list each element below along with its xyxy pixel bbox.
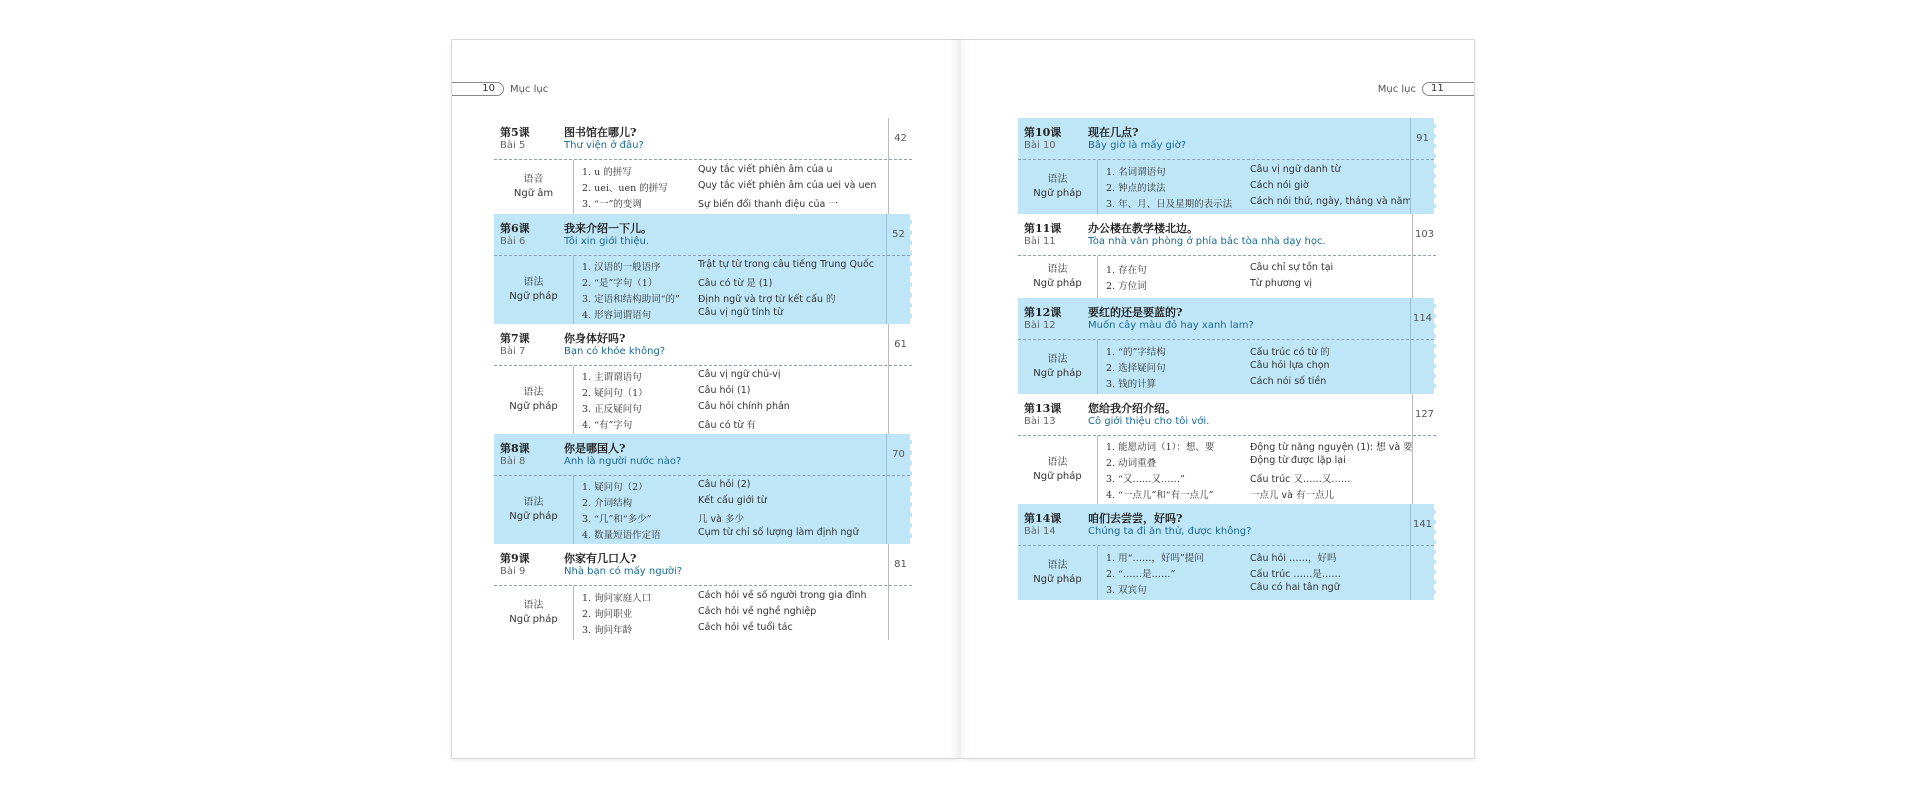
- grammar-item-cn: 4. “有”字句: [582, 420, 633, 431]
- lesson-content: [494, 586, 912, 640]
- lesson-header: [1018, 118, 1434, 160]
- lesson-page-number: 141: [1410, 504, 1434, 546]
- grammar-item: [1106, 549, 1406, 565]
- lesson-number-vn: Bài 7: [500, 346, 526, 357]
- grammar-item-cn: 2. 选择疑问句: [1106, 363, 1166, 374]
- lesson-number-vn: Bài 5: [500, 140, 526, 151]
- lesson-page-number: 127: [1412, 394, 1436, 436]
- grammar-item-cn: 4. “一点儿”和“有一点儿”: [1106, 490, 1214, 501]
- grammar-item-vn: Kết cấu giới từ: [698, 495, 767, 506]
- grammar-item: [1106, 179, 1406, 195]
- lesson-title-vn: Cô giới thiệu cho tôi với.: [1088, 416, 1210, 427]
- lesson-title: 我来介绍一下儿。: [564, 222, 652, 235]
- grammar-item: [582, 368, 884, 384]
- section-label: [1018, 436, 1098, 504]
- grammar-item-cn: 4. 形容词谓语句: [582, 310, 652, 321]
- grammar-item-vn: Câu hỏi ……，好吗: [1250, 553, 1337, 564]
- lesson-title-vn: Anh là người nước nào?: [564, 456, 682, 467]
- page-column: [1412, 256, 1436, 298]
- grammar-item: [582, 274, 882, 290]
- section-label-vn: Ngữ pháp: [1033, 574, 1082, 585]
- grammar-item: [582, 589, 884, 605]
- grammar-item: [582, 416, 884, 432]
- lesson-number: 第7课: [500, 332, 530, 345]
- grammar-item-vn: Câu vị ngữ danh từ: [1250, 164, 1341, 175]
- grammar-item-cn: 1. 存在句: [1106, 265, 1147, 276]
- grammar-item: [582, 384, 884, 400]
- grammar-item: [1106, 359, 1406, 375]
- grammar-item-cn: 3. “一”的变调: [582, 199, 642, 210]
- section-label: [494, 366, 574, 434]
- grammar-item: [582, 510, 882, 526]
- grammar-list: [1106, 343, 1406, 391]
- grammar-list: [582, 368, 884, 432]
- grammar-item-vn: Cấu trúc 又……又……: [1250, 474, 1351, 485]
- grammar-item: [1106, 195, 1412, 211]
- lesson-page-number: 114: [1410, 298, 1434, 340]
- grammar-item-vn: Câu hỏi lựa chọn: [1250, 360, 1330, 371]
- grammar-list: [582, 478, 882, 542]
- grammar-item-vn: Cách hỏi về số người trong gia đình: [698, 590, 867, 601]
- page-column: [1410, 546, 1434, 600]
- lesson-number: 第9课: [500, 552, 530, 565]
- grammar-item: [582, 400, 884, 416]
- lesson-title: 要红的还是要蓝的?: [1088, 306, 1183, 319]
- grammar-item-cn: 1. 汉语的一般语序: [582, 262, 661, 273]
- grammar-item-vn: Quy tắc viết phiên âm của u: [698, 164, 833, 175]
- grammar-item-vn: Cách hỏi về nghề nghiệp: [698, 606, 817, 617]
- grammar-item: [1106, 565, 1406, 581]
- lesson-content: [494, 256, 910, 324]
- section-label-vn: Ngữ pháp: [1033, 368, 1082, 379]
- lesson-number: 第13课: [1024, 402, 1062, 415]
- section-label-cn: 语法: [523, 277, 544, 288]
- grammar-item: [582, 306, 882, 322]
- lesson-entry: [1018, 214, 1436, 298]
- left-page: [451, 39, 961, 759]
- section-label: [494, 586, 574, 640]
- lesson-page-number: 91: [1410, 118, 1434, 160]
- lesson-title-vn: Bạn có khỏe không?: [564, 346, 666, 357]
- grammar-item-cn: 1. 询问家庭人口: [582, 593, 652, 604]
- section-label-cn: 语法: [1047, 174, 1068, 185]
- grammar-item: [582, 195, 884, 211]
- grammar-item-cn: 2. uei、uen 的拼写: [582, 183, 668, 194]
- grammar-item: [582, 478, 882, 494]
- grammar-item-cn: 1. “的”字结构: [1106, 347, 1166, 358]
- grammar-item-vn: Từ phương vị: [1250, 278, 1313, 289]
- grammar-item-vn: Cách nói thứ, ngày, tháng và năm: [1250, 196, 1412, 207]
- lesson-number: 第12课: [1024, 306, 1062, 319]
- grammar-item: [582, 526, 882, 542]
- grammar-item-vn: Câu có hai tân ngữ: [1250, 582, 1340, 593]
- grammar-item: [582, 494, 882, 510]
- grammar-item-vn: Cấu trúc có từ 的: [1250, 347, 1330, 358]
- grammar-item-vn: Cụm từ chỉ số lượng làm định ngữ: [698, 527, 859, 538]
- lesson-number: 第11课: [1024, 222, 1062, 235]
- grammar-item-cn: 2. 疑问句（1）: [582, 388, 648, 399]
- section-label-cn: 语法: [1047, 354, 1068, 365]
- lesson-title-vn: Bây giờ là mấy giờ?: [1088, 140, 1187, 151]
- grammar-list: [582, 163, 884, 211]
- grammar-item-vn: Câu có từ 是 (1): [698, 278, 773, 289]
- grammar-item-cn: 3. 定语和结构助词“的”: [582, 294, 680, 305]
- lesson-entry: [1018, 298, 1436, 394]
- grammar-item: [582, 179, 884, 195]
- grammar-item-cn: 2. 介词结构: [582, 498, 633, 509]
- section-label-vn: Ngữ pháp: [509, 511, 558, 522]
- section-label-vn: Ngữ pháp: [1033, 188, 1082, 199]
- lesson-number-vn: Bài 14: [1024, 526, 1056, 537]
- grammar-item-cn: 2. 方位词: [1106, 281, 1147, 292]
- section-label: [1018, 256, 1098, 298]
- lesson-number-vn: Bài 11: [1024, 236, 1056, 247]
- lesson-page-number: 81: [888, 544, 912, 586]
- lesson-page-number: 52: [886, 214, 910, 256]
- grammar-item-vn: Câu hỏi (2): [698, 479, 751, 490]
- grammar-item: [582, 163, 884, 179]
- grammar-item: [1106, 375, 1406, 391]
- grammar-item-cn: 2. “是”字句（1）: [582, 278, 658, 289]
- lesson-entry: [1018, 394, 1436, 504]
- lesson-page-number: 103: [1412, 214, 1436, 256]
- grammar-item-vn: Câu hỏi chính phản: [698, 401, 790, 412]
- grammar-item-vn: Câu chỉ sự tồn tại: [1250, 262, 1334, 273]
- lesson-number-vn: Bài 12: [1024, 320, 1056, 331]
- lesson-title: 你身体好吗?: [564, 332, 626, 345]
- section-label-vn: Ngữ âm: [513, 188, 554, 199]
- page-column: [886, 476, 910, 544]
- lesson-number-vn: Bài 6: [500, 236, 526, 247]
- grammar-item-vn: 几 và 多少: [698, 514, 744, 525]
- grammar-item: [582, 258, 882, 274]
- section-label-cn: 语法: [1047, 264, 1068, 275]
- lesson-number-vn: Bài 8: [500, 456, 526, 467]
- lesson-content: [494, 366, 912, 434]
- lesson-number-vn: Bài 13: [1024, 416, 1056, 427]
- grammar-list: [1106, 549, 1406, 597]
- grammar-item-cn: 1. u 的拼写: [582, 167, 632, 178]
- lesson-content: [494, 160, 912, 214]
- running-header-left: [452, 82, 548, 96]
- book-spread: [451, 39, 1475, 759]
- grammar-item-vn: Câu hỏi (1): [698, 385, 751, 396]
- grammar-item-vn: Sự biến đổi thanh điệu của 一: [698, 199, 838, 210]
- lesson-header: [494, 324, 912, 366]
- grammar-item: [1106, 454, 1408, 470]
- lesson-header: [1018, 504, 1434, 546]
- lesson-entry: [494, 434, 912, 544]
- grammar-item-vn: Động từ năng nguyện (1): 想 và 要: [1250, 442, 1413, 453]
- grammar-item-vn: Cách nói số tiền: [1250, 376, 1327, 387]
- grammar-item-vn: Định ngữ và trợ từ kết cấu 的: [698, 294, 836, 305]
- grammar-item: [582, 605, 884, 621]
- page-column: [888, 366, 912, 434]
- lesson-content: [1018, 546, 1434, 600]
- toc-list-right: [1018, 118, 1436, 600]
- lesson-page-number: 61: [888, 324, 912, 366]
- grammar-item-cn: 3. 年、月、日及星期的表示法: [1106, 199, 1233, 210]
- section-label: [1018, 340, 1098, 394]
- grammar-item-vn: Câu vị ngữ chủ-vị: [698, 369, 781, 380]
- section-label-cn: 语法: [1047, 560, 1068, 571]
- lesson-header: [494, 214, 910, 256]
- grammar-item-cn: 2. “……是……”: [1106, 569, 1176, 580]
- lesson-entry: [494, 118, 912, 214]
- lesson-entry: [494, 214, 912, 324]
- page-column: [1410, 160, 1434, 214]
- page-number: 10: [452, 82, 504, 96]
- section-label-vn: Ngữ pháp: [1033, 471, 1082, 482]
- grammar-item-cn: 1. 用“……，好吗”提问: [1106, 553, 1204, 564]
- lesson-number-vn: Bài 9: [500, 566, 526, 577]
- section-label: [494, 476, 574, 544]
- section-label: [494, 160, 574, 214]
- lesson-title-vn: Nhà bạn có mấy người?: [564, 566, 683, 577]
- lesson-content: [1018, 160, 1434, 214]
- lesson-number: 第5课: [500, 126, 530, 139]
- lesson-title: 你家有几口人?: [564, 552, 637, 565]
- lesson-title-vn: Chúng ta đi ăn thử, được không?: [1088, 526, 1252, 537]
- lesson-content: [494, 476, 910, 544]
- grammar-item-cn: 2. 动词重叠: [1106, 458, 1157, 469]
- grammar-item: [1106, 163, 1406, 179]
- grammar-item: [1106, 343, 1406, 359]
- grammar-item-vn: Quy tắc viết phiên âm của uei và uen: [698, 180, 877, 191]
- grammar-item: [1106, 470, 1408, 486]
- grammar-item-cn: 3. 询问年龄: [582, 625, 633, 636]
- section-label: [494, 256, 574, 324]
- grammar-list: [1106, 163, 1412, 211]
- lesson-header: [1018, 298, 1434, 340]
- page-column: [1412, 436, 1436, 504]
- grammar-item-vn: Cách nói giờ: [1250, 180, 1309, 191]
- grammar-item-vn: 一点儿 và 有一点儿: [1250, 490, 1334, 501]
- grammar-item-cn: 2. 钟点的读法: [1106, 183, 1166, 194]
- grammar-item-cn: 3. 正反疑问句: [582, 404, 642, 415]
- page-number: 11: [1422, 82, 1474, 96]
- grammar-item-cn: 1. 疑问句（2）: [582, 482, 648, 493]
- grammar-item-cn: 3. “又……又……”: [1106, 474, 1185, 485]
- toc-list-left: [494, 118, 912, 640]
- grammar-item-cn: 4. 数量短语作定语: [582, 530, 661, 541]
- lesson-header: [494, 544, 912, 586]
- page-column: [886, 256, 910, 324]
- grammar-item-cn: 1. 能愿动词（1）：想、要: [1106, 442, 1215, 453]
- lesson-number: 第14课: [1024, 512, 1062, 525]
- lesson-number: 第6课: [500, 222, 530, 235]
- lesson-header: [494, 434, 910, 476]
- lesson-title: 你是哪国人?: [564, 442, 626, 455]
- lesson-number: 第8课: [500, 442, 530, 455]
- section-label-cn: 语法: [523, 600, 544, 611]
- lesson-title-vn: Muốn cây màu đỏ hay xanh lam?: [1088, 320, 1254, 331]
- lesson-title-vn: Thư viện ở đâu?: [564, 140, 644, 151]
- section-label: [1018, 160, 1098, 214]
- page-column: [888, 586, 912, 640]
- lesson-header: [494, 118, 912, 160]
- grammar-item-vn: Câu có từ 有: [698, 420, 756, 431]
- grammar-item-cn: 3. 双宾句: [1106, 585, 1147, 596]
- lesson-header: [1018, 394, 1436, 436]
- page-column: [1410, 340, 1434, 394]
- grammar-list: [1106, 438, 1413, 502]
- grammar-item-cn: 3. “几”和“多少”: [582, 514, 652, 525]
- section-label-vn: Ngữ pháp: [509, 291, 558, 302]
- lesson-entry: [1018, 504, 1436, 600]
- lesson-title-vn: Tòa nhà văn phòng ở phía bắc tòa nhà dạy học.: [1088, 236, 1326, 247]
- lesson-number: 第10课: [1024, 126, 1062, 139]
- book-gutter: [949, 39, 973, 759]
- running-header-right: [1378, 82, 1474, 96]
- lesson-number-vn: Bài 10: [1024, 140, 1056, 151]
- lesson-entry: [494, 544, 912, 640]
- section-label-vn: Ngữ pháp: [509, 614, 558, 625]
- grammar-item-cn: 3. 钱的计算: [1106, 379, 1157, 390]
- right-page: [961, 39, 1475, 759]
- grammar-item-cn: 1. 主谓谓语句: [582, 372, 642, 383]
- lesson-title: 办公楼在教学楼北边。: [1088, 222, 1198, 235]
- lesson-title-vn: Tôi xin giới thiệu.: [564, 236, 649, 247]
- lesson-title: 咱们去尝尝，好吗?: [1088, 512, 1183, 525]
- grammar-item-vn: Động từ được lặp lại: [1250, 455, 1346, 466]
- grammar-item: [1106, 261, 1408, 277]
- lesson-title: 您给我介绍介绍。: [1088, 402, 1176, 415]
- section-label: [1018, 546, 1098, 600]
- lesson-page-number: 42: [888, 118, 912, 160]
- lesson-entry: [494, 324, 912, 434]
- grammar-list: [1106, 261, 1408, 293]
- grammar-item-cn: 2. 询问职业: [582, 609, 633, 620]
- section-label-cn: 语法: [1047, 457, 1068, 468]
- grammar-item-vn: Cách hỏi về tuổi tác: [698, 622, 793, 633]
- grammar-item: [582, 621, 884, 637]
- grammar-item: [1106, 581, 1406, 597]
- section-label-vn: Ngữ pháp: [509, 401, 558, 412]
- lesson-page-number: 70: [886, 434, 910, 476]
- lesson-content: [1018, 256, 1436, 298]
- lesson-entry: [1018, 118, 1436, 214]
- lesson-header: [1018, 214, 1436, 256]
- section-label-cn: 语法: [523, 387, 544, 398]
- lesson-content: [1018, 436, 1436, 504]
- grammar-item: [582, 290, 882, 306]
- grammar-item: [1106, 486, 1408, 502]
- grammar-list: [582, 589, 884, 637]
- lesson-title: 现在几点?: [1088, 126, 1139, 139]
- grammar-list: [582, 258, 882, 322]
- grammar-item-vn: Câu vị ngữ tính từ: [698, 307, 784, 318]
- section-label-cn: 语音: [523, 174, 544, 185]
- grammar-item-cn: 1. 名词谓语句: [1106, 167, 1166, 178]
- grammar-item-vn: Trật tự từ trong câu tiếng Trung Quốc: [698, 259, 875, 270]
- lesson-content: [1018, 340, 1434, 394]
- grammar-item-vn: Cấu trúc ……是……: [1250, 569, 1341, 580]
- lesson-title: 图书馆在哪儿?: [564, 126, 637, 139]
- section-label-cn: 语法: [523, 497, 544, 508]
- header-title: Mục lục: [1377, 83, 1416, 95]
- grammar-item: [1106, 438, 1413, 454]
- grammar-item: [1106, 277, 1408, 293]
- header-title: Mục lục: [510, 83, 549, 95]
- section-label-vn: Ngữ pháp: [1033, 278, 1082, 289]
- page-column: [888, 160, 912, 214]
